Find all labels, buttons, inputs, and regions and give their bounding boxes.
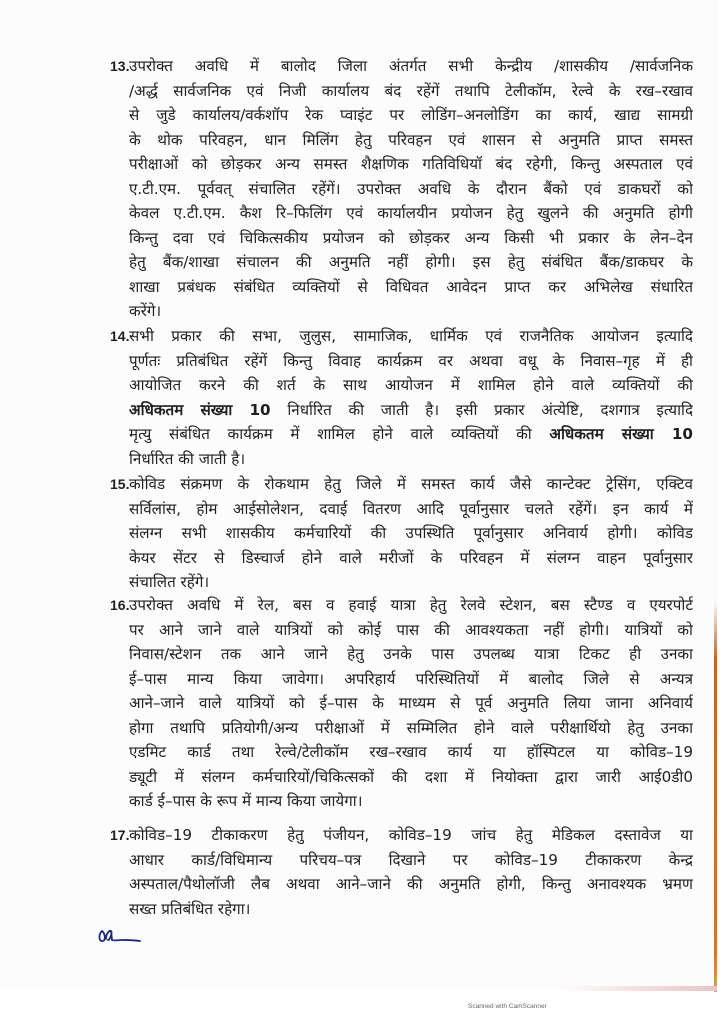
text-line: आयोजित करने की शर्त के साथ आयोजन में शामिल होने वाले व्यक्तियों की xyxy=(129,376,693,394)
text-line: कोविड संक्रमण के रोकथाम हेतु जिले में समस्त कार्य जैसे कान्टेक्ट ट्रेसिंग, एक्टिव xyxy=(129,475,693,493)
text-span: निर्धारित की जाती है। इसी प्रकार अंत्येष्टि, दशगात्र इत्यादि xyxy=(270,400,693,419)
text-line: हेतु बैंक/शाखा संचालन की अनुमति नहीं होगी। इस हेतु संबंधित बैंक/डाकघर के xyxy=(129,253,693,271)
paragraph-number: 14. xyxy=(110,328,130,344)
text-line: केवल ए.टी.एम. कैश रि–फिलिंग एवं कार्यालयीन प्रयोजन हेतु खुलने की अनुमति होगी xyxy=(129,204,693,222)
paragraph-16 xyxy=(110,593,695,814)
paragraph-number: 17. xyxy=(110,827,130,843)
text-line: ड्यूटी में संलग्न कर्मचारियों/चिकित्सकों की दशा में नियोक्ता द्वारा जारी आई0डी0 xyxy=(129,767,693,786)
bold-limit-text: अधिकतम संख्या 10 xyxy=(129,400,271,419)
text-line: उपरोक्त अवधि में रेल, बस व हवाई यात्रा हेतु रेलवे स्टेशन, बस स्टैण्ड व एयरपोर्ट xyxy=(129,596,693,614)
text-line: सख्त प्रतिबंधित रहेगा। xyxy=(129,899,251,918)
text-line: आधार कार्ड/विधिमान्य परिचय–पत्र दिखाने पर कोविड–19 टीकाकरण केन्द्र xyxy=(129,850,693,869)
text-span: मृत्यु संबंधित कार्यक्रम में शामिल होने वाले व्यक्तियों की xyxy=(129,425,550,443)
page-edge-right xyxy=(714,600,717,992)
text-line: से जुडे कार्यालय/वर्कशॉप रेक प्वाइंट पर लोडिंग–अनलोडिंग का कार्य, खाद्य सामग्री xyxy=(129,106,693,124)
paragraph-13 xyxy=(110,54,695,324)
text-line: पूर्णतः प्रतिबंधित रहेंगें किन्तु विवाह कार्यक्रम वर अथवा वधू के निवास–गृह में ही xyxy=(129,351,693,370)
text-line: करेंगे। xyxy=(129,302,162,320)
text-line: आने–जाने वाले यात्रियों को ई–पास के माध्यम से पूर्व अनुमति लिया जाना अनिवार्य xyxy=(129,694,693,712)
text-line: केयर सेंटर से डिस्चार्ज होने वाले मरीजों के परिवहन में संलग्न वाहन पूर्वानुसार xyxy=(129,548,693,567)
signature-mark xyxy=(96,925,146,947)
text-line: के थोक परिवहन, धान मिलिंग हेतु परिवहन एवं शासन से अनुमति प्राप्त समस्त xyxy=(129,130,693,149)
text-line: कार्ड ई–पास के रूप में मान्य किया जायेगा। xyxy=(129,792,363,810)
text-line: संलग्न सभी शासकीय कर्मचारियों की उपस्थिति पूर्वानुसार अनिवार्य होगी। कोविड xyxy=(129,524,693,542)
paragraph-number: 15. xyxy=(110,476,130,492)
paragraph-15 xyxy=(110,472,695,595)
text-line: परीक्षाओं को छोड़कर अन्य समस्त शैक्षणिक गतिविधियॉ बंद रहेगी, किन्तु अस्पताल एवं xyxy=(129,155,693,173)
text-line: एडमिट कार्ड तथा रेल्वे/टेलीकॉम रख–रखाव कार्य या हॉस्पिटल या कोविड–19 xyxy=(129,743,693,761)
text-line: सर्विलांस, होम आईसोलेशन, दवाई वितरण आदि पूर्वानुसार चलते रहेंगें। इन कार्य में xyxy=(129,499,693,518)
paragraph-14 xyxy=(110,324,695,471)
text-line: सभी प्रकार की सभा, जुलुस, सामाजिक, धार्मिक एवं राजनैतिक आयोजन इत्यादि xyxy=(129,327,693,345)
text-line xyxy=(129,422,693,447)
text-line: निवास/स्टेशन तक आने जाने हेतु उनके पास उपलब्ध यात्रा टिकट ही उनका xyxy=(129,645,693,663)
paragraph-17 xyxy=(110,823,695,921)
text-line: ई–पास मान्य किया जावेगा। अपरिहार्य परिस्थितियों में बालोद जिले से अन्यत्र xyxy=(129,669,693,688)
text-line: कोविड–19 टीकाकरण हेतु पंजीयन, कोविड–19 जांच हेतु मेडिकल दस्तावेज या xyxy=(129,826,693,844)
text-line: निर्धारित की जाती है। xyxy=(129,449,246,468)
page-edge-bottom xyxy=(560,986,717,991)
text-line xyxy=(129,398,693,423)
text-line: संचालित रहेंगे। xyxy=(129,573,210,591)
text-line: उपरोक्त अवधि में बालोद जिला अंतर्गत सभी केन्द्रीय /शासकीय /सार्वजनिक xyxy=(129,57,693,75)
paragraph-number: 16. xyxy=(110,597,130,613)
paragraph-number: 13. xyxy=(110,58,130,74)
text-line: पर आने जाने वाले यात्रियों को कोई पास की आवश्यकता नहीं होगी। यात्रियों को xyxy=(129,620,693,639)
text-line: शाखा प्रबंधक संबंधित व्यक्तियों से विधिवत आवेदन प्राप्त कर अभिलेख संधारित xyxy=(129,277,693,296)
camscanner-watermark: Scanned with CamScanner xyxy=(468,1003,547,1010)
text-line: /अर्द्ध सार्वजनिक एवं निजी कार्यालय बंद रहेंगें तथापि टेलीकॉम, रेल्वे के रख–रखाव xyxy=(129,81,693,100)
bold-limit-text: अधिकतम संख्या 10 xyxy=(549,425,693,443)
text-line: होगा तथापि प्रतियोगी/अन्य परीक्षाओं में सम्मिलित होने वाले परीक्षार्थियो हेतु उनका xyxy=(129,718,693,737)
text-line: किन्तु दवा एवं चिकित्सकीय प्रयोजन को छोड़कर अन्य किसी भी प्रकार के लेन–देन xyxy=(129,228,693,247)
text-line: ए.टी.एम. पूर्ववत् संचालित रहेंगें। उपरोक्त अवधि के दौरान बैंको एवं डाकघरों को xyxy=(129,179,693,198)
text-line: अस्पताल/पैथोलॉजी लैब अथवा आने–जाने की अनुमति होगी, किन्तु अनावश्यक भ्रमण xyxy=(129,875,693,893)
